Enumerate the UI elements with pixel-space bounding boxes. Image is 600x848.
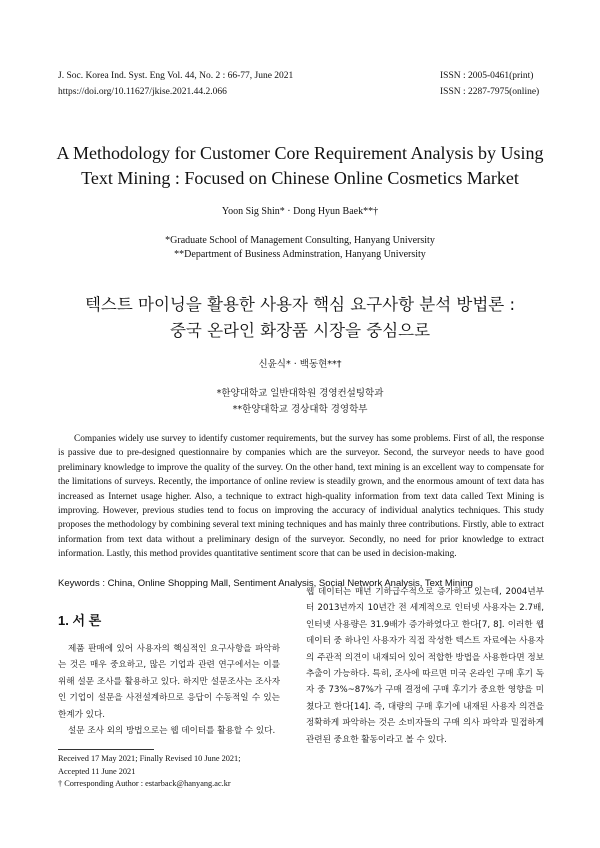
korean-title-line-2: 중국 온라인 화장품 시장을 중심으로: [169, 321, 431, 340]
footnote: [58, 753, 280, 791]
issn-online: ISSN : 2287-7975(online): [440, 87, 540, 97]
english-affiliation-1: *Graduate School of Management Consulting, Hanyang University: [165, 235, 435, 246]
footnote-received: Received 17 May 2021; Finally Revised 10 June 2021;: [58, 754, 241, 764]
footnote-accepted: Accepted 11 June 2021: [58, 766, 136, 776]
journal-citation-block: [58, 68, 293, 100]
intro-paragraph-2: 설문 조사 외의 방법으로는 웹 데이터를 활용할 수 있다.: [68, 726, 276, 737]
keywords-label: Keywords :: [58, 578, 108, 589]
intro-paragraph-1: 제품 판매에 있어 사용자의 핵심적인 요구사항을 파악하는 것은 매우 중요하고, 많은 기업과 관련 연구에서는 이를 위해 설문 조사를 활용하고 있다. 하지만 설문조사는 조사자인 기업이 설문을 사전설계하므로 응답이 수동적일 수 있는 한계가 있다.: [58, 644, 280, 720]
english-title-line-1: A Methodology for Customer Core Requirement Analysis by Using: [56, 143, 544, 163]
korean-authors: 신윤식* · 백동현**†: [258, 359, 342, 370]
korean-title-line-1: 텍스트 마이닝을 활용한 사용자 핵심 요구사항 분석 방법론 :: [84, 295, 516, 314]
abstract: Companies widely use survey to identify customer requirements, but the survey has some problems. First of all, the response is passive due to pre-designed questionnaire by companies which are the surveyor. Second, the surveyor needs to have good preliminary knowledge to improve the quality of the survey. On the other hand, text mining is an excellent way to compensate for the limitations of surveys. Recently, the importance of online review is steadily grown, and the enormous amount of text data has increased as Internet usage higher. Also, a technique to extract high-quality information from text data called Text Mining is improving. However, previous studies tend to focus on improving the accuracy of individual analytics techniques. This study proposes the methodology by combining several text mining techniques and has mainly three contributions. Firstly, able to extract information from text data without a preliminary design of the surveyor. Secondly, no need for prior knowledge to extract information. Lastly, this method provides quantitative sentiment score that can be used in decision-making.: [58, 434, 544, 560]
english-title: [40, 141, 560, 191]
footnote-corresponding-author: † Corresponding Author : estarback@hanyang.ac.kr: [58, 779, 231, 789]
right-column-paragraph: 웹 데이터는 매년 기하급수적으로 증가하고 있는데, 2004년부터 2013년까지 10년간 전 세계적으로 인터넷 사용자는 2.7배, 인터넷 사용량은 31.9배가 증가하였다고 한다[7, 8]. 이러한 웹 데이터 중 하나인 사용자가 직접 작성한 텍스트 자료에는 사용자의 주관적 의견이 내재되어 있어 적합한 방법을 사용한다면 정보추출이 가능하다. 특히, 조사에 따르면 미국 온라인 구매 후기 독자 중 73%~87%가 구매 결정에 구매 후기가 중요한 영향을 미쳤다고 한다[14]. 즉, 대량의 구매 후기에 내재된 사용자 의견을 정확하게 파악하는 것은 소비자들의 구매 의사 파악과 밀접하게 관련된 중요한 활동이라고 볼 수 있다.: [306, 587, 544, 745]
issn-block: [440, 68, 539, 100]
korean-affiliations: [0, 386, 600, 418]
doi-link[interactable]: https://doi.org/10.11627/jkise.2021.44.2.066: [58, 87, 227, 97]
right-column: [306, 584, 544, 748]
korean-title: [40, 292, 560, 344]
english-affiliation-2: **Department of Business Adminstration, Hanyang University: [174, 249, 426, 260]
footnote-divider: [58, 749, 154, 750]
section-heading-introduction: 1. 서 론: [58, 613, 102, 628]
english-title-line-2: Text Mining : Focused on Chinese Online Cosmetics Market: [81, 168, 519, 188]
english-affiliations: [0, 234, 600, 262]
keywords-list: China, Online Shopping Mall, Sentiment Analysis, Social Network Analysis, Text Mining: [107, 578, 473, 589]
korean-affiliation-2: **한양대학교 경상대학 경영학부: [232, 404, 368, 415]
journal-citation: J. Soc. Korea Ind. Syst. Eng Vol. 44, No. 2 : 66-77, June 2021: [58, 71, 294, 81]
korean-affiliation-1: *한양대학교 일반대학원 경영컨설팅학과: [216, 388, 384, 399]
issn-print: ISSN : 2005-0461(print): [440, 71, 534, 81]
english-authors: Yoon Sig Shin* · Dong Hyun Baek**†: [221, 206, 379, 217]
left-column: [58, 610, 280, 791]
